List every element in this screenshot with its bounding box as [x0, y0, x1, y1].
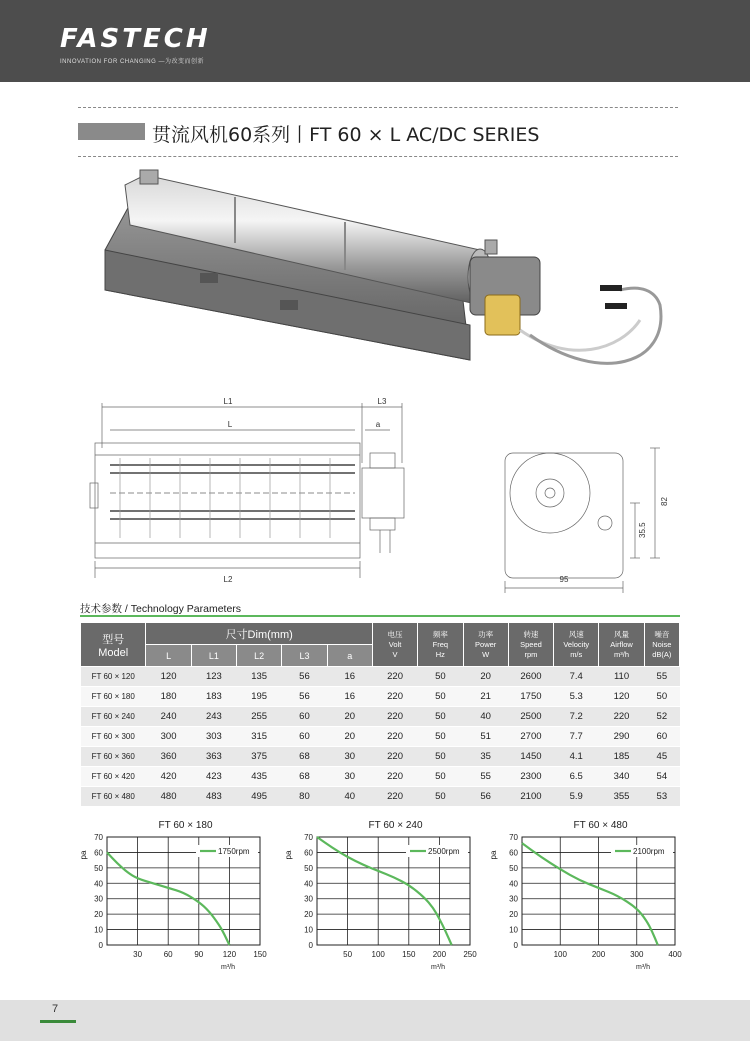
chart-title: FT 60 × 480 — [573, 820, 628, 831]
value-cell: 185 — [599, 747, 644, 767]
x-tick-label: 150 — [402, 950, 416, 959]
x-tick-label: 150 — [253, 950, 267, 959]
y-tick-label: 10 — [304, 925, 313, 935]
value-cell: 5.9 — [554, 787, 599, 807]
x-tick-label: 250 — [463, 950, 477, 959]
y-tick-label: 20 — [509, 910, 518, 920]
table-row — [81, 747, 680, 767]
value-cell: 55 — [463, 767, 508, 787]
value-cell: 7.7 — [554, 727, 599, 747]
y-axis-label: pa — [284, 850, 293, 860]
value-cell: 120 — [146, 667, 191, 687]
x-axis-label: m³/h — [636, 964, 650, 971]
spec-table — [80, 622, 680, 807]
table-row — [81, 727, 680, 747]
value-cell: 303 — [191, 727, 236, 747]
x-tick-label: 30 — [133, 950, 143, 959]
value-cell: 220 — [372, 767, 417, 787]
value-cell: 2700 — [508, 727, 553, 747]
value-cell: 40 — [327, 787, 372, 807]
x-axis-label: m³/h — [431, 964, 445, 971]
value-cell: 220 — [372, 727, 417, 747]
x-tick-label: 50 — [343, 950, 353, 959]
value-cell: 123 — [191, 667, 236, 687]
y-tick-label: 50 — [509, 863, 518, 873]
value-cell: 1750 — [508, 687, 553, 707]
value-cell: 220 — [372, 787, 417, 807]
value-cell: 375 — [237, 747, 282, 767]
value-cell: 50 — [418, 787, 463, 807]
value-cell: 220 — [599, 707, 644, 727]
value-cell: 315 — [237, 727, 282, 747]
table-row — [81, 687, 680, 707]
dim-label-l: L — [227, 420, 233, 429]
page-number: 7 — [52, 1003, 59, 1015]
dim-label-35-5: 35.5 — [638, 522, 647, 538]
value-cell: 4.1 — [554, 747, 599, 767]
dim-label-l1: L1 — [223, 397, 233, 406]
table-row — [81, 767, 680, 787]
value-cell: 16 — [327, 667, 372, 687]
value-cell: 60 — [282, 707, 327, 727]
value-cell: 50 — [418, 727, 463, 747]
x-tick-label: 120 — [222, 950, 237, 959]
y-tick-label: 70 — [304, 833, 313, 842]
value-cell: 50 — [418, 687, 463, 707]
value-cell: 68 — [282, 767, 327, 787]
header-model: 型号 Model — [81, 623, 146, 667]
value-cell: 20 — [327, 727, 372, 747]
value-cell: 340 — [599, 767, 644, 787]
value-cell: 2100 — [508, 787, 553, 807]
value-cell: 7.2 — [554, 707, 599, 727]
y-tick-label: 20 — [94, 910, 103, 920]
y-tick-label: 30 — [304, 894, 313, 904]
x-tick-label: 100 — [553, 950, 567, 959]
value-cell: 20 — [327, 707, 372, 727]
header-l3: L3 — [282, 645, 327, 667]
section-title-tech-params: 技术参数 / Technology Parameters — [80, 603, 242, 615]
chart-title: FT 60 × 240 — [368, 820, 423, 831]
value-cell: 56 — [282, 667, 327, 687]
page-header — [0, 0, 750, 82]
value-cell: 220 — [372, 707, 417, 727]
table-row — [81, 787, 680, 807]
dim-label-a: a — [375, 420, 381, 429]
model-cell: FT 60 × 360 — [81, 747, 146, 767]
dim-label-82: 82 — [660, 497, 669, 506]
y-tick-label: 0 — [308, 941, 313, 950]
y-tick-label: 60 — [304, 848, 313, 858]
dim-label-l3: L3 — [377, 397, 387, 406]
value-cell: 68 — [282, 747, 327, 767]
table-row — [81, 667, 680, 687]
value-cell: 50 — [418, 707, 463, 727]
y-tick-label: 30 — [94, 894, 103, 904]
y-tick-label: 60 — [509, 848, 518, 858]
header-a: a — [327, 645, 372, 667]
divider-top — [78, 107, 678, 108]
value-cell: 255 — [237, 707, 282, 727]
value-cell: 183 — [191, 687, 236, 707]
value-cell: 30 — [327, 767, 372, 787]
y-tick-label: 20 — [304, 910, 313, 920]
header-freq: 频率 Freq Hz — [418, 623, 463, 667]
value-cell: 220 — [372, 667, 417, 687]
x-tick-label: 200 — [591, 950, 606, 959]
table-row — [81, 707, 680, 727]
divider-bottom — [78, 156, 678, 157]
value-cell: 21 — [463, 687, 508, 707]
header-l1: L1 — [191, 645, 236, 667]
header-noise: 噪音 Noise dB(A) — [644, 623, 679, 667]
header-dim: 尺寸Dim(mm) — [146, 623, 372, 645]
value-cell: 135 — [237, 667, 282, 687]
value-cell: 290 — [599, 727, 644, 747]
value-cell: 180 — [146, 687, 191, 707]
value-cell: 420 — [146, 767, 191, 787]
value-cell: 423 — [191, 767, 236, 787]
legend-label: 1750rpm — [218, 847, 250, 856]
y-axis-label: pa — [489, 850, 498, 860]
x-tick-label: 300 — [630, 950, 644, 959]
value-cell: 30 — [327, 747, 372, 767]
chart-ft60x480 — [490, 817, 685, 972]
legend-label: 2100rpm — [633, 847, 665, 856]
value-cell: 363 — [191, 747, 236, 767]
header-l2: L2 — [237, 645, 282, 667]
header-volt: 电压 Volt V — [372, 623, 417, 667]
value-cell: 240 — [146, 707, 191, 727]
value-cell: 195 — [237, 687, 282, 707]
value-cell: 360 — [146, 747, 191, 767]
page-title: 贯流风机60系列丨FT 60 × L AC/DC SERIES — [152, 124, 540, 146]
value-cell: 51 — [463, 727, 508, 747]
value-cell: 45 — [644, 747, 679, 767]
x-tick-label: 400 — [668, 950, 682, 959]
x-tick-label: 90 — [194, 950, 204, 959]
header-l: L — [146, 645, 191, 667]
y-tick-label: 0 — [98, 941, 103, 950]
value-cell: 20 — [463, 667, 508, 687]
dim-label-l2: L2 — [223, 575, 233, 584]
y-tick-label: 50 — [304, 863, 313, 873]
dim-label-95: 95 — [559, 575, 569, 584]
dimension-drawing — [80, 393, 680, 593]
model-cell: FT 60 × 180 — [81, 687, 146, 707]
model-cell: FT 60 × 480 — [81, 787, 146, 807]
value-cell: 120 — [599, 687, 644, 707]
header-velocity: 风速 Velocity m/s — [554, 623, 599, 667]
value-cell: 1450 — [508, 747, 553, 767]
brand-logo: FASTECH — [60, 24, 211, 54]
header-airflow: 风量 Airflow m³/h — [599, 623, 644, 667]
value-cell: 2600 — [508, 667, 553, 687]
y-tick-label: 40 — [304, 879, 313, 889]
value-cell: 2500 — [508, 707, 553, 727]
chart-ft60x180 — [80, 817, 270, 972]
value-cell: 40 — [463, 707, 508, 727]
value-cell: 60 — [282, 727, 327, 747]
y-tick-label: 50 — [94, 863, 103, 873]
value-cell: 7.4 — [554, 667, 599, 687]
value-cell: 50 — [418, 667, 463, 687]
value-cell: 300 — [146, 727, 191, 747]
footer-bar — [0, 1000, 750, 1041]
value-cell: 495 — [237, 787, 282, 807]
model-cell: FT 60 × 300 — [81, 727, 146, 747]
y-tick-label: 70 — [509, 833, 518, 842]
value-cell: 80 — [282, 787, 327, 807]
value-cell: 220 — [372, 747, 417, 767]
value-cell: 480 — [146, 787, 191, 807]
fan-product-image — [100, 165, 680, 400]
header-power: 功率 Power W — [463, 623, 508, 667]
y-axis-label: pa — [79, 850, 88, 860]
value-cell: 35 — [463, 747, 508, 767]
y-tick-label: 10 — [509, 925, 518, 935]
value-cell: 110 — [599, 667, 644, 687]
value-cell: 54 — [644, 767, 679, 787]
value-cell: 50 — [644, 687, 679, 707]
value-cell: 60 — [644, 727, 679, 747]
value-cell: 50 — [418, 747, 463, 767]
y-tick-label: 40 — [509, 879, 518, 889]
x-tick-label: 100 — [371, 950, 385, 959]
y-tick-label: 0 — [513, 941, 518, 950]
value-cell: 56 — [282, 687, 327, 707]
value-cell: 220 — [372, 687, 417, 707]
page-number-underline — [40, 1020, 76, 1023]
legend-label: 2500rpm — [428, 847, 460, 856]
brand-tagline: INNOVATION FOR CHANGING —为改变而创新 — [60, 59, 204, 65]
value-cell: 56 — [463, 787, 508, 807]
model-cell: FT 60 × 240 — [81, 707, 146, 727]
section-underline — [80, 615, 680, 617]
y-tick-label: 60 — [94, 848, 103, 858]
value-cell: 52 — [644, 707, 679, 727]
model-cell: FT 60 × 120 — [81, 667, 146, 687]
value-cell: 6.5 — [554, 767, 599, 787]
value-cell: 243 — [191, 707, 236, 727]
value-cell: 355 — [599, 787, 644, 807]
x-tick-label: 200 — [432, 950, 447, 959]
header-speed: 转速 Speed rpm — [508, 623, 553, 667]
value-cell: 55 — [644, 667, 679, 687]
value-cell: 2300 — [508, 767, 553, 787]
value-cell: 5.3 — [554, 687, 599, 707]
y-tick-label: 10 — [94, 925, 103, 935]
value-cell: 53 — [644, 787, 679, 807]
value-cell: 16 — [327, 687, 372, 707]
value-cell: 50 — [418, 767, 463, 787]
value-cell: 483 — [191, 787, 236, 807]
value-cell: 435 — [237, 767, 282, 787]
chart-title: FT 60 × 180 — [158, 820, 213, 831]
title-accent-bar — [78, 123, 145, 140]
y-tick-label: 70 — [94, 833, 103, 842]
model-cell: FT 60 × 420 — [81, 767, 146, 787]
x-tick-label: 60 — [163, 950, 173, 959]
chart-ft60x240 — [285, 817, 480, 972]
x-axis-label: m³/h — [221, 964, 235, 971]
y-tick-label: 30 — [509, 894, 518, 904]
y-tick-label: 40 — [94, 879, 103, 889]
